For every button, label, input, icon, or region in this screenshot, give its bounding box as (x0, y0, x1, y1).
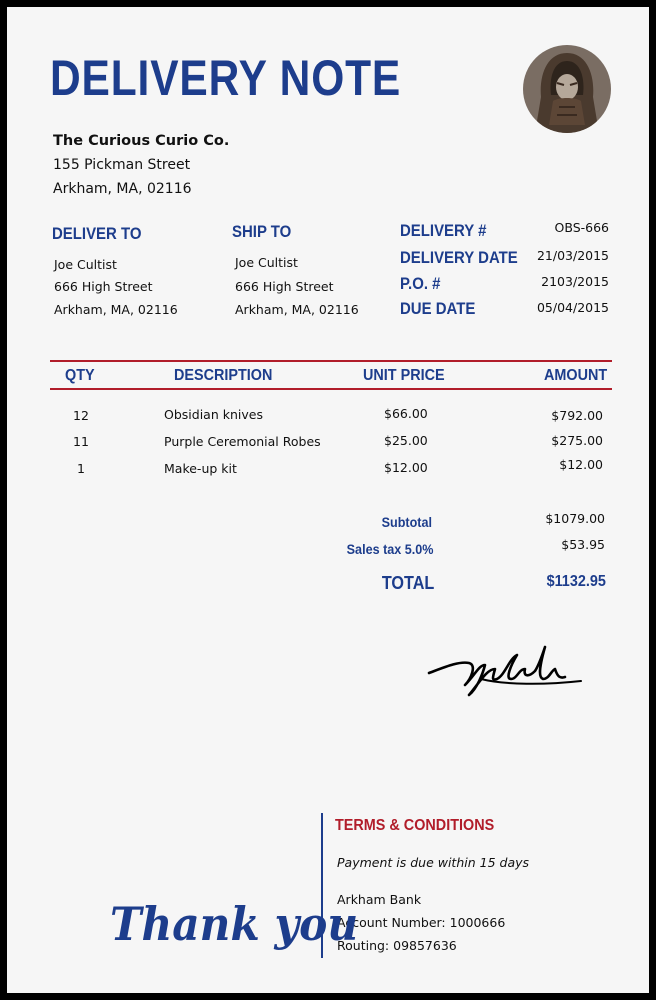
row-2-description: Purple Ceremonial Robes (164, 434, 321, 449)
delivery-number-value: OBS-666 (554, 220, 609, 235)
table-top-rule (50, 360, 612, 362)
amount-header: AMOUNT (543, 367, 607, 384)
sales-tax-value: $53.95 (561, 537, 605, 552)
ship-to-street: 666 High Street (235, 279, 334, 294)
row-3-description: Make-up kit (164, 461, 237, 476)
ship-to-heading: SHIP TO (232, 222, 292, 241)
row-3-qty: 1 (77, 461, 85, 476)
ship-to-name: Joe Cultist (235, 255, 298, 270)
signature-image (425, 639, 585, 699)
delivery-date-label: DELIVERY DATE (400, 248, 518, 267)
row-3-unit-price: $12.00 (384, 460, 428, 475)
row-2-amount: $275.00 (551, 433, 603, 448)
delivery-number-label: DELIVERY # (400, 221, 487, 240)
bank-name: Arkham Bank (337, 892, 422, 907)
description-header: DESCRIPTION (174, 367, 273, 384)
row-1-description: Obsidian knives (164, 407, 263, 422)
account-number: Account Number: 1000666 (337, 915, 506, 930)
delivery-note-page (7, 7, 649, 993)
thank-you-text: Thank you (110, 897, 359, 951)
row-3-amount: $12.00 (559, 457, 603, 472)
company-street: 155 Pickman Street (53, 157, 191, 173)
deliver-to-name: Joe Cultist (54, 257, 117, 272)
total-value: $1132.95 (546, 573, 606, 590)
deliver-to-street: 666 High Street (54, 279, 153, 294)
po-number-label: P.O. # (400, 274, 441, 293)
terms-heading: TERMS & CONDITIONS (335, 817, 495, 834)
qty-header: QTY (65, 367, 95, 384)
row-2-qty: 11 (73, 434, 89, 449)
sales-tax-label: Sales tax 5.0% (347, 541, 434, 557)
page-title: DELIVERY NOTE (50, 50, 402, 106)
total-label: TOTAL (381, 573, 434, 593)
company-logo-avatar (523, 45, 611, 133)
due-date-label: DUE DATE (400, 299, 476, 318)
subtotal-label: Subtotal (381, 514, 432, 530)
subtotal-value: $1079.00 (545, 511, 605, 526)
row-1-unit-price: $66.00 (384, 406, 428, 421)
delivery-date-value: 21/03/2015 (536, 248, 609, 263)
routing-number: Routing: 09857636 (337, 938, 457, 953)
company-city: Arkham, MA, 02116 (53, 181, 192, 197)
unit-price-header: UNIT PRICE (363, 367, 445, 384)
row-2-unit-price: $25.00 (384, 433, 428, 448)
po-number-value: 2103/2015 (541, 274, 609, 289)
row-1-qty: 12 (73, 408, 89, 423)
due-date-value: 05/04/2015 (536, 300, 609, 315)
deliver-to-heading: DELIVER TO (52, 224, 142, 243)
deliver-to-city: Arkham, MA, 02116 (54, 302, 178, 317)
ship-to-city: Arkham, MA, 02116 (235, 302, 359, 317)
row-1-amount: $792.00 (551, 408, 603, 423)
table-header-rule (50, 388, 612, 390)
company-name: The Curious Curio Co. (53, 133, 230, 149)
payment-terms: Payment is due within 15 days (337, 855, 530, 870)
